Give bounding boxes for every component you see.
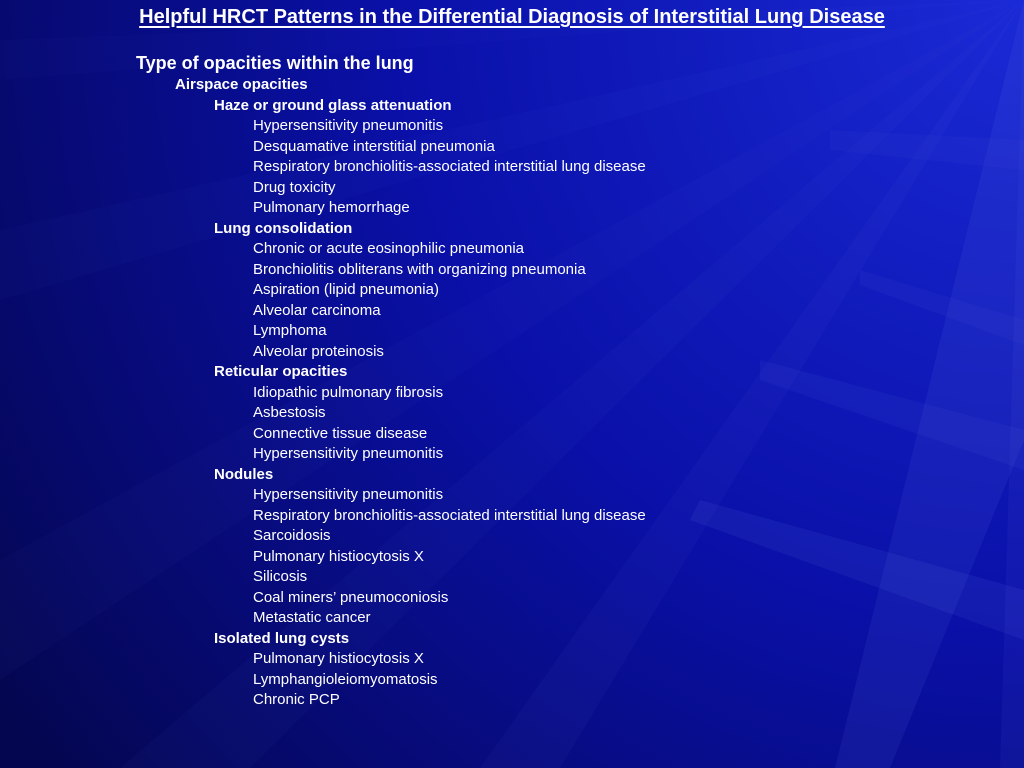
slide-title: Helpful HRCT Patterns in the Differential Diagnosis of Interstitial Lung Disease <box>139 6 885 28</box>
list-item: Desquamative interstitial pneumonia <box>253 137 495 155</box>
list-item: Pulmonary histiocytosis X <box>253 650 424 667</box>
list-item: Respiratory bronchiolitis-associated interstitial lung disease <box>253 506 646 524</box>
list-item: Alveolar proteinosis <box>253 342 384 360</box>
list-item: Bronchiolitis obliterans with organizing pneumonia <box>253 260 586 278</box>
list-item: Pulmonary hemorrhage <box>253 199 410 216</box>
list-item: Respiratory bronchiolitis-associated interstitial lung disease <box>253 158 646 175</box>
list-item: Asbestosis <box>253 404 326 421</box>
list-item: Connective tissue disease <box>253 424 428 442</box>
list-item: Coal miners’ pneumoconiosis <box>253 588 449 606</box>
list-item: Hypersensitivity pneumonitis <box>253 486 444 503</box>
list-item: Lymphoma <box>253 322 327 339</box>
list-item: Hypersensitivity pneumonitis <box>253 117 444 134</box>
subsection-heading: Airspace opacities <box>175 76 308 93</box>
section-heading: Type of opacities within the lung <box>136 53 414 73</box>
list-item: Alveolar carcinoma <box>253 301 381 319</box>
category-heading: Reticular opacities <box>214 363 348 380</box>
list-item: Sarcoidosis <box>253 527 331 544</box>
list-item: Aspiration (lipid pneumonia) <box>253 281 439 298</box>
outline-list <box>0 51 1024 711</box>
list-item: Drug toxicity <box>253 178 336 196</box>
category-heading: Lung consolidation <box>214 219 353 237</box>
category-heading: Nodules <box>214 465 274 483</box>
category-heading: Haze or ground glass attenuation <box>214 96 452 114</box>
list-item: Silicosis <box>253 568 308 585</box>
list-item: Hypersensitivity pneumonitis <box>253 445 444 462</box>
list-item: Lymphangioleiomyomatosis <box>253 670 438 688</box>
list-item: Pulmonary histiocytosis X <box>253 547 424 565</box>
list-item: Metastatic cancer <box>253 609 371 626</box>
list-item: Chronic PCP <box>253 691 340 708</box>
list-item: Idiopathic pulmonary fibrosis <box>253 383 444 401</box>
category-heading: Isolated lung cysts <box>214 629 350 647</box>
list-item: Chronic or acute eosinophilic pneumonia <box>253 240 524 257</box>
